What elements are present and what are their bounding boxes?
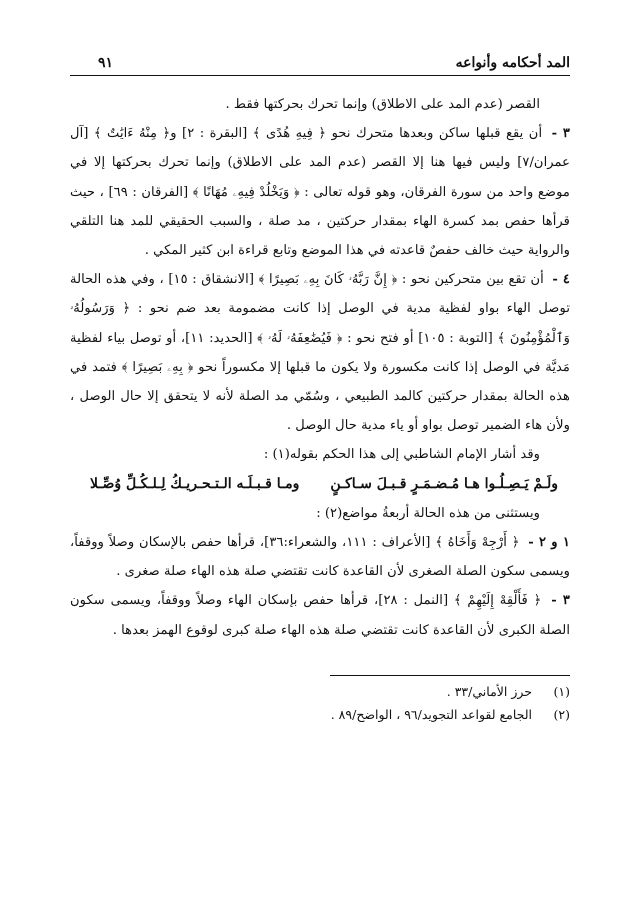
paragraph xyxy=(70,90,570,119)
poetry-verse xyxy=(70,470,570,499)
document-page xyxy=(70,55,570,726)
paragraph-number: ٤ - xyxy=(552,272,570,288)
footnote-text: حرز الأماني/٣٣ . xyxy=(446,683,533,699)
running-title: المد أحكامه وأنواعه xyxy=(455,55,570,71)
footnote xyxy=(330,703,570,726)
paragraph-text: ﴿ فَأَلْقِهْ إِلَيْهِمْ ﴾ [النمل : ٢٨]، قرأها حفص بإسكان الهاء وصلاً ووقفاً، ويسمى سكون الصلة الكبرى لأن القاعدة كانت تقتضي صلة هذه الهاء صلة كبرى لوقوع الهمز بعدها . xyxy=(70,593,570,638)
paragraph-text: ﴿ أَرْجِهْ وَأَخَاهُ ﴾ [الأعراف : ١١١، والشعراء:٣٦]، قرأها حفص بالإسكان وصلاً ووقفاً، ويسمى سكون الصلة الصغرى لأن القاعدة كانت تقتضي صلة هذه الهاء صلة صغرى . xyxy=(70,535,570,580)
footnotes xyxy=(330,675,570,726)
paragraph-text: أن يقع قبلها ساكن وبعدها متحرك نحو ﴿ فِيهِ هُدًى ﴾ [البقرة : ٢] و﴿ مِنْهُ ءَايَٰتٌ ﴾ [آل عمران/٧] وليس فيها هنا إلا القصر (عدم المد على الاطلاق) وإنما تحرك بحركتها إلا في موضع واحد من سورة الفرقان، وهو قوله تعالى : ﴿ وَيَخْلُدْ فِيهِۦ مُهَانًا ﴾ [الفرقان : ٦٩] ، حيث قرأها حفص بمد كسرة الهاء بمقدار حركتين ، مد صلة ، والسبب الحقيقي للمد هنا التلقي والرواية حيث خالف حفصٌ قاعدته في هذا الموضع وتابع قراءة ابن كثير المكي . xyxy=(70,126,570,259)
paragraph-text: أن تقع بين متحركين نحو : ﴿ إِنَّ رَبَّهُۥ كَانَ بِهِۦ بَصِيرًا ﴾ [الانشقاق : ١٥] ، وفي هذه الحالة توصل الهاء بواو لفظية مدية في الوصل إذا كانت مضمومة بعد ضم نحو : ﴿ وَرَسُولُهُۥ وَٱلْمُؤْمِنُونَ ﴾ [التوبة : ١٠٥] أو فتح نحو : ﴿ فَيُضَٰعِفَهُۥ لَهُۥ ﴾ [الحديد: ١١]، أو توصل بياء لفظية مَديَّة في الوصل إذا كانت مكسورة ولا يكون ما قبلها إلا مكسوراً نحو ﴿ بِهِۦ بَصِيرًا ﴾ فتمد في هذه الحالة بمقدار حركتين كالمد الطبيعي ، وسُمّي مد الصلة لأنه لا يتحقق إلا حال الوصل ، ولأن هاء الضمير توصل بواو أو ياء مدية حال الوصل . xyxy=(70,272,570,434)
numbered-paragraph-4 xyxy=(70,265,570,440)
paragraph xyxy=(70,499,570,528)
body-text-continued xyxy=(70,499,570,645)
footnote-text: الجامع لقواعد التجويد/٩٦ ، الواضح/٨٩ . xyxy=(330,706,533,722)
verse-second-hemistich: ومـا قـبـلَـه الـتـحـريـكُ لِـلـكُـلِّ وُصِّـلا xyxy=(90,475,300,492)
page-header xyxy=(70,55,570,76)
numbered-paragraph-3 xyxy=(70,119,570,265)
page-number: ٩١ xyxy=(98,55,114,71)
verse-first-hemistich: ولَـمْ يَـصِـلُـوا هـا مُـضـمَـرٍ قـبـلَ سـاكـنٍ xyxy=(330,475,558,492)
paragraph-number: ٣ - xyxy=(551,593,570,609)
footnote-number: (٢) xyxy=(553,706,570,722)
paragraph xyxy=(70,440,570,469)
footnote-number: (١) xyxy=(553,683,570,699)
numbered-paragraph-3b xyxy=(70,586,570,644)
paragraph-number: ٣ - xyxy=(551,126,570,142)
paragraph-text: ويستثنى من هذه الحالة أربعةُ مواضع(٢) : xyxy=(316,505,540,521)
paragraph-text: وقد أشار الإمام الشاطبي إلى هذا الحكم بقوله(١) : xyxy=(263,447,540,463)
paragraph-number: ١ و ٢ - xyxy=(528,535,570,551)
numbered-paragraph-1-2 xyxy=(70,528,570,586)
body-text xyxy=(70,90,570,470)
footnote xyxy=(330,680,570,703)
paragraph-text: القصر (عدم المد على الاطلاق) وإنما تحرك بحركتها فقط . xyxy=(225,97,540,112)
